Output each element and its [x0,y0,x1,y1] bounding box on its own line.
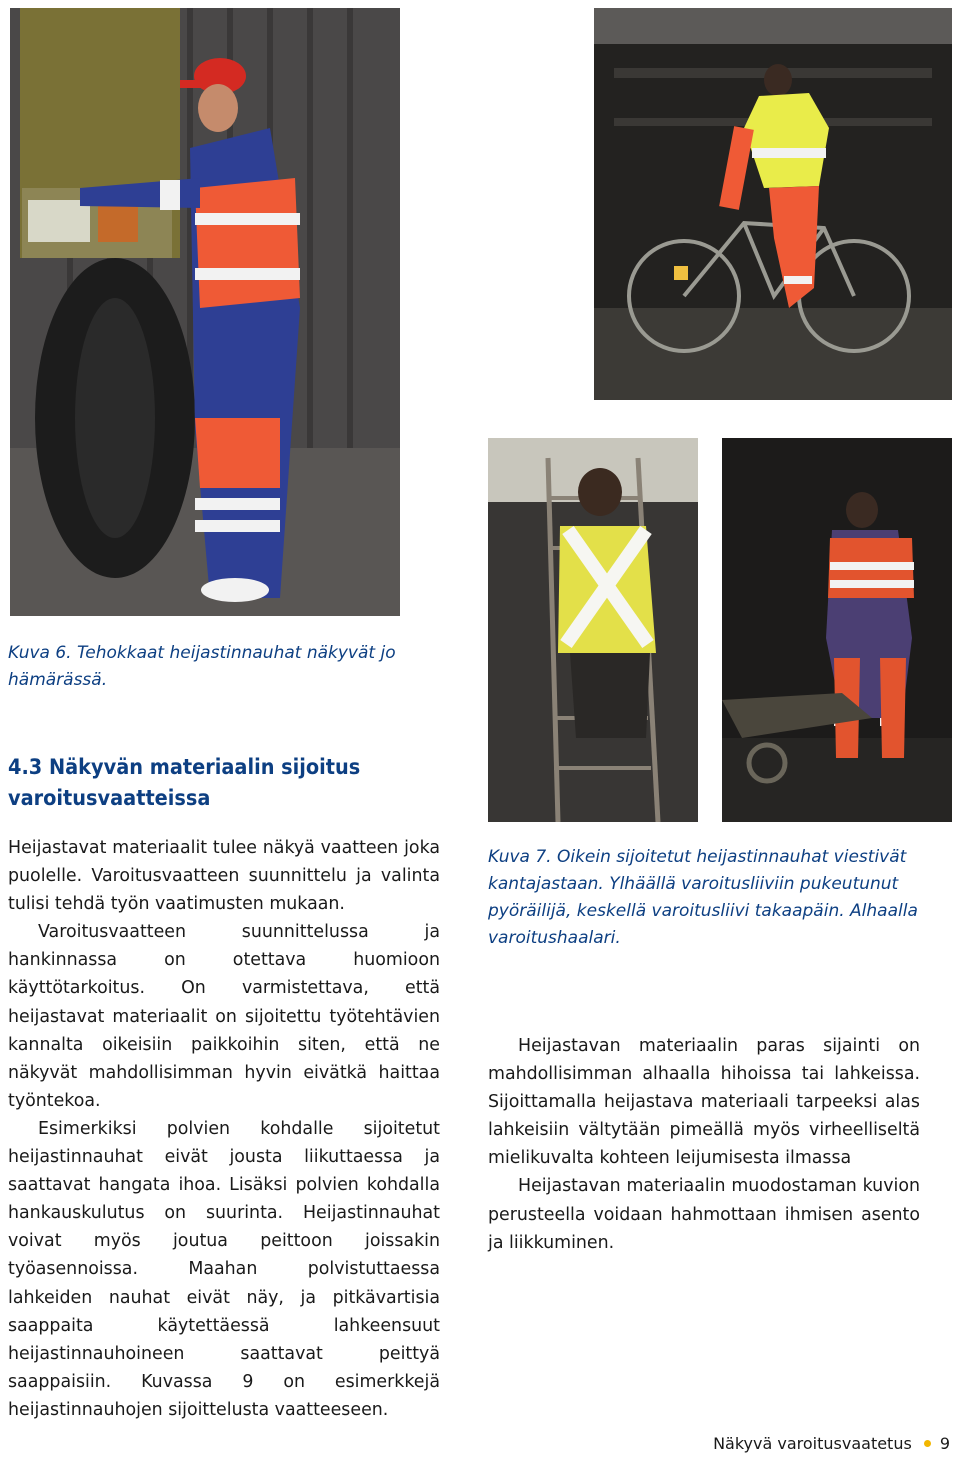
photo-overalls-wheelbarrow [722,438,952,822]
paragraph: Heijastavat materiaalit tulee näkyä vaatteen joka puolelle. Varoitusvaatteen suunnittelu ja valinta tulisi tehdä työn vaatimusten mukaan. [8,838,440,915]
paragraph: Varoitusvaatteen suunnittelussa ja hankinnassa on otettava huomioon käyttötarkoitus. On varmistettava, että heijastavat materiaalit on sijoitettu työtehtävien kannalta oikeisiin paikkoihin siten, että ne näkyvät mahdollisimman hyvin eivätkä haittaa työntekoa. [8,922,440,1111]
page-footer [713,1433,950,1455]
photo-worker-overalls [10,8,400,616]
figure-7-caption: Kuva 7. Oikein sijoitetut heijastinnauhat viestivät kantajastaan. Ylhäällä varoitusliiviin pukeutunut pyöräilijä, keskellä varoitusliivi takaapäin. Alhaalla varoitushaalari. [488,847,918,948]
page-number: 9 [939,1434,950,1453]
paragraph: Esimerkiksi polvien kohdalle sijoitetut heijastinnauhat eivät jousta liikuttaessa ja saattavat hangata ihoa. Lisäksi polvien kohdalla hankauskulutus on suurinta. Heijastinnauhat voivat myös joutua peittoon joissakin työasennoissa. Maahan polvistuttaessa lahkeiden nauhat eivät näy, ja pitkävartisia saappaita käytettäessä lahkeensuut heijastinnauhoineen saattavat peittyä saappaisiin. Kuvassa 9 on esimerkkejä heijastinnauhojen sijoittelusta vaatteeseen. [8,1118,440,1420]
photo-vest-back [488,438,698,822]
right-column-text [488,1032,920,1257]
footer-title: Näkyvä varoitusvaatetus [713,1434,912,1453]
bullet-dot-icon [924,1440,931,1447]
paragraph: Heijastavan materiaalin paras sijainti on mahdollisimman alhaalla hihoissa tai lahkeissa. Sijoittamalla heijastava materiaali tarpeeksi alas lahkeisiin vältytään pimeällä myös virheelliseltä mielikuvalta kohteen leijumisesta ilmassa [488,1036,920,1169]
figure-6-caption: Kuva 6. Tehokkaat heijastinnauhat näkyvät jo hämärässä. [8,643,396,690]
left-column-text [8,834,440,1424]
section-heading: 4.3 Näkyvän materiaalin sijoitus varoitusvaatteissa [8,755,361,810]
photo-cyclist-vest [594,8,952,400]
paragraph: Heijastavan materiaalin muodostaman kuvion perusteella voidaan hahmottaan ihmisen asento ja liikkuminen. [488,1176,920,1253]
